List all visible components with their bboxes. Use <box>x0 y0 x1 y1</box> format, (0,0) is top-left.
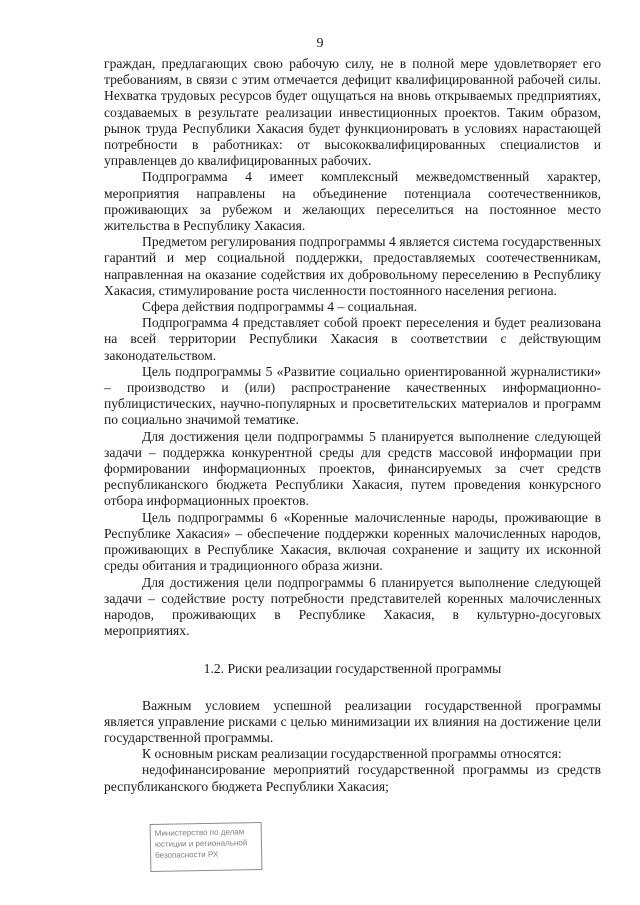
paragraph: Подпрограмма 4 представляет собой проект переселения и будет реализована на всей территории Республики Хакасия в соответствии с действующим законодательством. <box>104 315 601 363</box>
paragraph: Для достижения цели подпрограммы 5 планируется выполнение следующей задачи – поддержка конкурентной среды для средств массовой информации при формировании информационных проектов, финансируемых за счет средств республиканского бюджета Республики Хакасия, путем проведения конкурсного отбора информационных проектов. <box>104 428 601 509</box>
paragraph: Для достижения цели подпрограммы 6 планируется выполнение следующей задачи – содействие росту потребности представителей коренных малочисленных народов, проживающих в Республике Хакасия, в культурно-досуговых мероприятиях. <box>104 574 601 639</box>
paragraph: недофинансирование мероприятий государственной программы из средств республиканского бюджета Республики Хакасия; <box>104 762 601 794</box>
paragraph: Цель подпрограммы 5 «Развитие социально ориентированной журналистики» – производство и (или) распространение качественных информационно-публицистических, научно-популярных и просветительских материалов и программ по социально значимой тематике. <box>104 363 601 428</box>
paragraph: Сфера действия подпрограммы 4 – социальная. <box>142 299 418 315</box>
paragraph: Подпрограмма 4 имеет комплексный межведомственный характер, мероприятия направлены на объединение потенциала соотечественников, проживающих за рубежом и желающих переселиться на постоянное место жительства в Республику Хакасия. <box>104 169 601 234</box>
paragraph: К основным рискам реализации государственной программы относятся: <box>142 746 562 762</box>
document-body <box>104 56 601 795</box>
paragraph: Цель подпрограммы 6 «Коренные малочисленные народы, проживающие в Республике Хакасия» – обеспечение поддержки коренных малочисленных народов, проживающих в Республике Хакасия, включая сохранение и защиту их исконной среды обитания и традиционного образа жизни. <box>104 509 601 574</box>
stamp-line: юстиции и региональной <box>154 838 248 849</box>
paragraph-continuation: граждан, предлагающих свою рабочую силу, не в полной мере удовлетворяет его требованиям, в связи с этим отмечается дефицит квалифицированной рабочей силы. Нехватка трудовых ресурсов будет ощущаться на вновь открываемых предприятиях, создаваемых в результате реализации инвестиционных проектов. Таким образом, рынок труда Республики Хакасия будет функционировать в условиях нарастающей потребности в работниках: от высококвалифицированных специалистов и управленцев до квалифицированных рабочих. <box>104 56 601 169</box>
stamp-line: Министерство по делам <box>154 827 245 838</box>
stamp-line: безопасности РХ <box>155 849 219 860</box>
paragraph: Важным условием успешной реализации государственной программы является управление рисками с целью минимизации их влияния на достижение цели государственной программы. <box>104 697 601 745</box>
paragraph: Предметом регулирования подпрограммы 4 является система государственных гарантий и мер социальной поддержки, предоставляемых соотечественникам, направленная на оказание содействия их добровольному переселению в Республику Хакасия, стимулирование роста численности постоянного населения региона. <box>104 234 601 298</box>
page-number: 9 <box>316 36 324 51</box>
section-heading: 1.2. Риски реализации государственной программы <box>203 661 502 677</box>
registration-stamp <box>150 822 263 872</box>
